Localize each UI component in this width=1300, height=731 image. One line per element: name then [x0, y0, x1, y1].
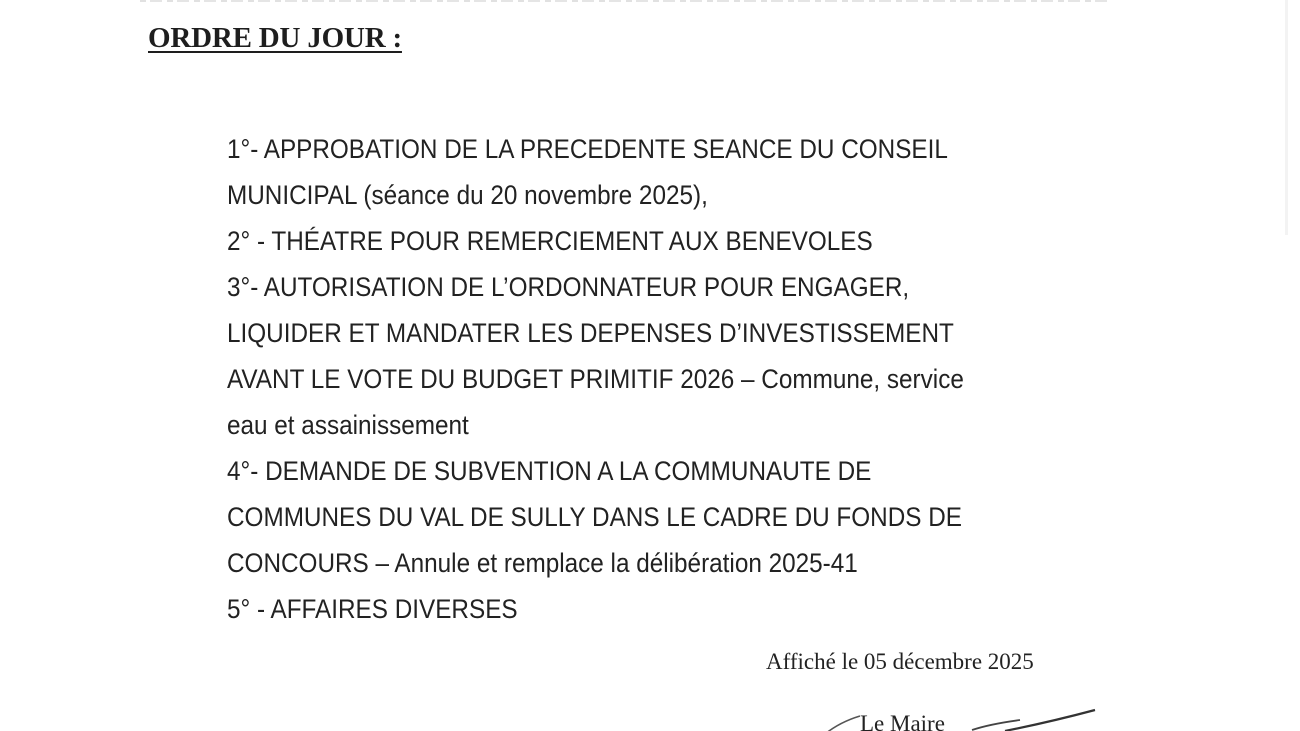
- signatory-title: Le Maire: [860, 711, 945, 731]
- agenda-item-text: LIQUIDER ET MANDATER LES DEPENSES D’INVESTISSEMENT: [227, 318, 954, 348]
- agenda-item-text: 1°- APPROBATION DE LA PRECEDENTE SEANCE DU CONSEIL: [227, 134, 948, 164]
- page-edge-shadow: [1285, 0, 1288, 235]
- agenda-item-5: [227, 586, 1064, 632]
- agenda-item-text: 3°- AUTORISATION DE L’ORDONNATEUR POUR ENGAGER,: [227, 272, 910, 302]
- agenda-item-1: [227, 126, 1064, 218]
- agenda-item-text: MUNICIPAL (séance du 20 novembre 2025),: [227, 180, 708, 210]
- agenda-item-text: 4°- DEMANDE DE SUBVENTION A LA COMMUNAUTE DE: [227, 456, 872, 486]
- agenda-item-4: [227, 448, 1064, 586]
- agenda-heading: ORDRE DU JOUR :: [148, 22, 402, 54]
- agenda-item-text: AVANT LE VOTE DU BUDGET PRIMITIF 2026 – Commune, service: [227, 364, 964, 394]
- agenda-item-text: 2° - THÉATRE POUR REMERCIEMENT AUX BENEVOLES: [227, 226, 873, 256]
- agenda-item-text: CONCOURS – Annule et remplace la délibération 2025-41: [227, 548, 858, 578]
- agenda-item-3: [227, 264, 1064, 448]
- agenda-list: [227, 126, 1064, 632]
- agenda-item-text: 5° - AFFAIRES DIVERSES: [227, 594, 518, 624]
- cut-off-text-line: [140, 0, 1110, 2]
- agenda-item-text: eau et assainissement: [227, 410, 469, 440]
- agenda-item-text: COMMUNES DU VAL DE SULLY DANS LE CADRE DU FONDS DE: [227, 502, 963, 532]
- signature-block: [820, 700, 1120, 731]
- agenda-item-2: [227, 218, 1064, 264]
- posted-date-notice: Affiché le 05 décembre 2025: [766, 649, 1034, 674]
